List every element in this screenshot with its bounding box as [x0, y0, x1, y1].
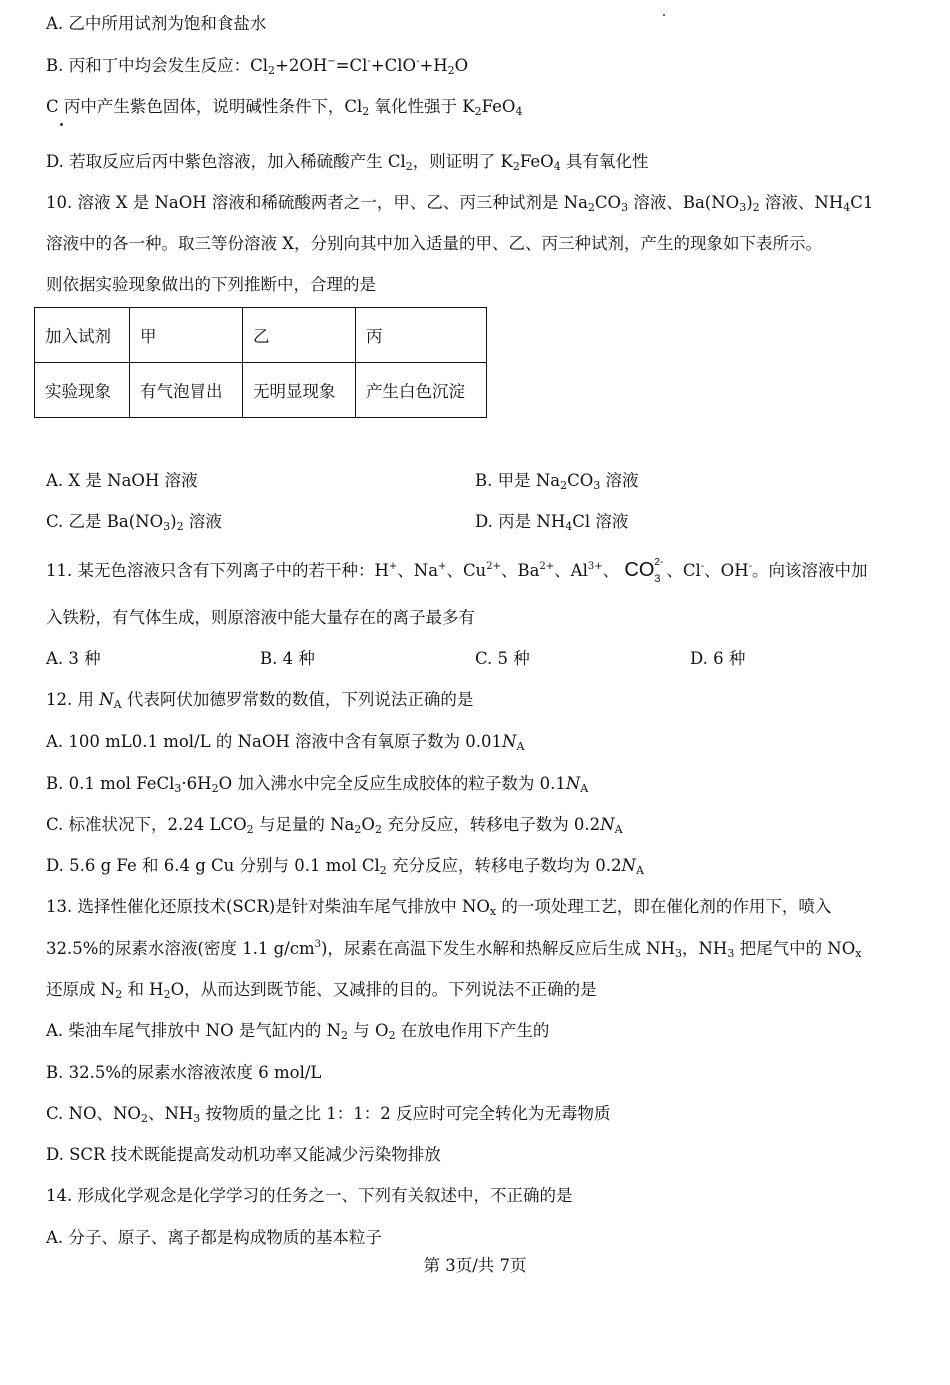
q14-option-a: A. 分子、原子、离子都是构成物质的基本粒子 [46, 1228, 382, 1247]
q10-stem-line1: 10. 溶液 X 是 NaOH 溶液和稀硫酸两者之一，甲、乙、丙三种试剂是 $Na_2CO_3$ 溶液、$Ba(NO_3)_2$ 溶液、$NH_4C1$ [46, 193, 874, 214]
q13-stem-line2: 32.5%的尿素水溶液(密度 1.1 $g/cm^3$)，尿素在高温下发生水解和热解反应后生成 $NH_3$，$NH_3$ 把尾气中的 $NO_x$ [46, 939, 862, 960]
table-cell: 无明显现象 [243, 363, 356, 418]
page-number-footer: 第 3页/共 7页 [423, 1256, 527, 1275]
q12-option-c: C. 标准状况下，2.24 $LCO_2$ 与足量的 $Na_2O_2$ 充分反应，转移电子数为 $0.2N_A$ [46, 815, 623, 836]
q12-stem: 12. 用 $N_A$ 代表阿伏加德罗常数的数值，下列说法正确的是 [46, 690, 474, 711]
table-cell: 加入试剂 [35, 308, 130, 363]
q11-option-a: A. 3 种 [46, 649, 101, 668]
table-cell: 丙 [356, 308, 487, 363]
table-row [35, 308, 487, 363]
q11-option-b: B. 4 种 [260, 649, 315, 668]
q12-option-d: D. 5.6 g Fe 和 6.4 g Cu 分别与 0.1 mol $Cl_2$ 充分反应，转移电子数均为 $0.2N_A$ [46, 856, 644, 877]
q13-option-b: B. 32.5%的尿素水溶液浓度 6 mol/L [46, 1063, 322, 1082]
q10-option-b: B. 甲是 $Na_2CO_3$ 溶液 [475, 471, 639, 492]
q9-option-a: A. 乙中所用试剂为饱和食盐水 [46, 14, 267, 33]
scan-speck [60, 123, 63, 126]
q13-option-d: D. SCR 技术既能提高发动机功率又能减少污染物排放 [46, 1145, 441, 1164]
q11-option-d: D. 6 种 [690, 649, 746, 668]
table-cell: 实验现象 [35, 363, 130, 418]
table-cell: 有气泡冒出 [130, 363, 243, 418]
experiment-table [34, 307, 487, 418]
q9-option-c: C 丙中产生紫色固体，说明碱性条件下，$Cl_2$ 氧化性强于 $K_2FeO_4$ [46, 97, 523, 118]
table-cell: 产生白色沉淀 [356, 363, 487, 418]
q13-option-c: C. NO、$NO_2$、$NH_3$ 按物质的量之比 1：1：2 反应时可完全转化为无毒物质 [46, 1104, 611, 1125]
q14-stem: 14. 形成化学观念是化学学习的任务之一、下列有关叙述中，不正确的是 [46, 1186, 573, 1205]
q10-option-c: C. 乙是 $Ba(NO_3)_2$ 溶液 [46, 512, 222, 533]
q10-stem-line3: 则依据实验现象做出的下列推断中，合理的是 [46, 275, 376, 294]
q13-stem-line3: 还原成 $N_2$ 和 $H_2O$，从而达到既节能、又减排的目的。下列说法不正确的是 [46, 980, 597, 1001]
q10-option-a: A. X 是 NaOH 溶液 [46, 471, 198, 490]
q10-stem-line2: 溶液中的各一种。取三等份溶液 X，分别向其中加入适量的甲、乙、丙三种试剂，产生的现象如下表所示。 [46, 234, 822, 253]
q11-option-c: C. 5 种 [475, 649, 530, 668]
q9-option-d: D. 若取反应后丙中紫色溶液，加入稀硫酸产生 $Cl_2$，则证明了 $K_2FeO_4$ 具有氧化性 [46, 152, 649, 173]
table-row [35, 363, 487, 418]
scan-speck [663, 14, 665, 16]
q12-option-a: A. 100 mL0.1 mol/L 的 NaOH 溶液中含有氧原子数为 $0.01N_A$ [46, 732, 525, 753]
q12-option-b: B. 0.1 mol $FeCl_3\cdot 6H_2O$ 加入沸水中完全反应生成胶体的粒子数为 $0.1N_A$ [46, 774, 589, 795]
table-cell: 乙 [243, 308, 356, 363]
table-cell: 甲 [130, 308, 243, 363]
q11-stem-line1: 11. 某无色溶液只含有下列离子中的若干种：H+、Na+、$Cu^{2+}$、$Ba^{2+}$、$Al^{3+}$、 CO 2- 3 、Cl-、OH-。向该溶液中加 [46, 557, 868, 585]
q9-option-b: B. 丙和丁中均会发生反应：$Cl_2+2OH^-=Cl^-+ClO^-+H_2O$ [46, 56, 469, 77]
q11-stem-line2: 入铁粉，有气体生成，则原溶液中能大量存在的离子最多有 [46, 608, 475, 627]
q10-option-d: D. 丙是 $NH_4Cl$ 溶液 [475, 512, 629, 533]
q13-option-a: A. 柴油车尾气排放中 NO 是气缸内的 $N_2$ 与 $O_2$ 在放电作用下产生的 [46, 1021, 550, 1042]
q13-stem-line1: 13. 选择性催化还原技术(SCR)是针对柴油车尾气排放中 $NO_x$ 的一项处理工艺，即在催化剂的作用下，喷入 [46, 897, 832, 918]
carbonate-ion: CO 2- 3 [624, 557, 664, 585]
